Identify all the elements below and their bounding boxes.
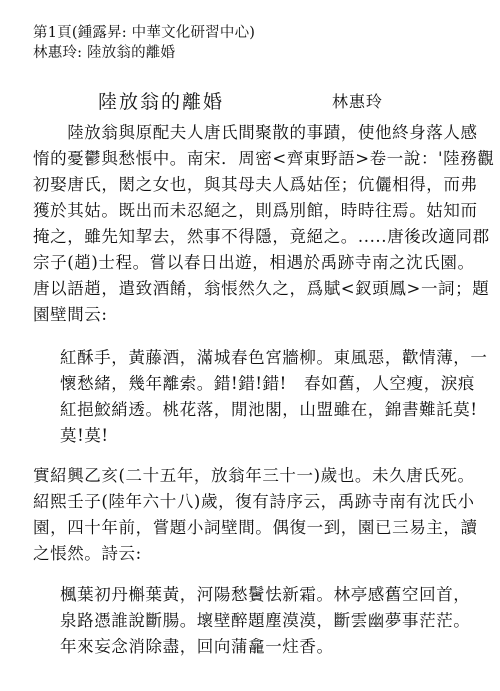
body-line: 掩之，雖先知挈去，然事不得隱，竟絕之。.....唐後改適同郡 [33, 227, 490, 246]
poem-line: 莫!莫! [60, 426, 109, 445]
body-line: 宗子(趙)士程。嘗以春日出遊，相遇於禹跡寺南之沈氏園。 [33, 253, 475, 272]
body-line: 之悵然。詩云: [33, 544, 142, 563]
body-line: 陸放翁與原配夫人唐氏間聚散的事蹟，使他終身落人感 [33, 123, 478, 142]
poem-line: 懷愁緒，幾年離索。錯!錯!錯! 春如舊，人空瘦，淚痕 [60, 374, 475, 393]
poem-line: 年來妄念消除盡，回向蒲龕一炷香。 [60, 637, 334, 656]
article-title: 陸放翁的離婚 [98, 91, 225, 113]
body-line: 實紹興乙亥(二十五年，放翁年三十一)歲也。未久唐氏死。 [33, 466, 475, 485]
body-line: 惰的憂鬱與愁悵中。南宋．周密<齊東野語>卷一說：'陸務觀 [33, 149, 495, 168]
page-header-article: 林惠玲: 陸放翁的離婚 [33, 45, 176, 61]
page-header-source: 第1頁(鍾露昇: 中華文化研習中心) [33, 25, 256, 41]
poem-line: 泉路憑誰說斷腸。壞壁醉題塵漠漠，斷雲幽夢事茫茫。 [60, 611, 471, 630]
body-line: 園，四十年前，嘗題小詞壁間。偶復一到，園已三易主，讀 [33, 518, 478, 537]
body-line: 初娶唐氏，閎之女也，與其母夫人爲姑侄；伉儷相得，而弗 [33, 175, 478, 194]
poem-line: 楓葉初丹槲葉黃，河陽愁鬢怯新霜。林亭感舊空回首， [60, 585, 471, 604]
article-author: 林惠玲 [332, 92, 384, 111]
body-line: 紹熙壬子(陸年六十八)歲，復有詩序云，禹跡寺南有沈氏小 [33, 492, 475, 511]
poem-line: 紅挹鮫綃透。桃花落，閒池閣，山盟雖在，錦書難託莫! [60, 400, 478, 419]
body-line: 獲於其姑。既出而未忍絕之，則爲別館，時時往焉。姑知而 [33, 201, 478, 220]
poem-line: 紅酥手，黃藤酒，滿城春色宮牆柳。東風惡，歡情薄，一 [60, 348, 488, 367]
body-line: 園壁間云: [33, 305, 108, 324]
body-line: 唐以語趙，遣致酒餚，翁悵然久之，爲賦<釵頭鳳>一詞；題 [33, 279, 490, 298]
